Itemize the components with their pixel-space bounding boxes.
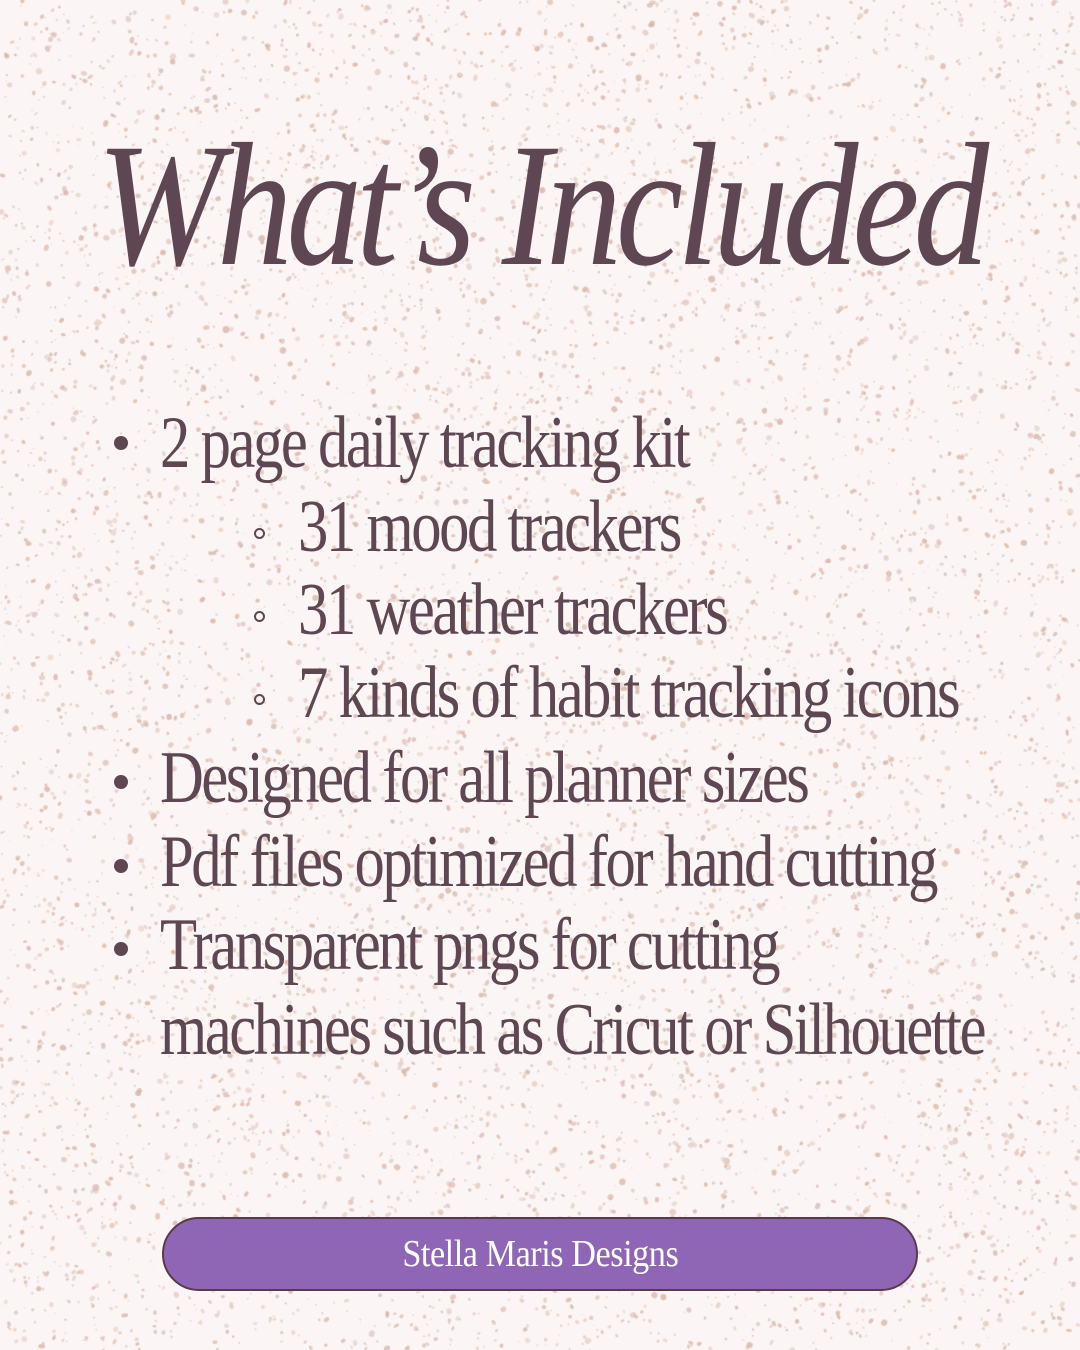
list-item: 2 page daily tracking kit bbox=[160, 402, 689, 484]
sub-list-item: 31 weather trackers bbox=[298, 569, 727, 651]
list-item-continuation: machines such as Cricut or Silhouette bbox=[160, 989, 985, 1071]
circle-bullet-icon bbox=[254, 694, 265, 705]
bullet-icon bbox=[114, 775, 128, 789]
sub-list-item: 31 mood trackers bbox=[298, 486, 680, 568]
list-item: Designed for all planner sizes bbox=[160, 737, 808, 819]
brand-badge bbox=[162, 1217, 918, 1291]
brand-name: Stella Maris Designs bbox=[402, 1233, 678, 1275]
list-item: Transparent pngs for cutting bbox=[160, 904, 779, 986]
bullet-icon bbox=[114, 859, 128, 873]
list-item: Pdf files optimized for hand cutting bbox=[160, 821, 936, 903]
bullet-icon bbox=[114, 942, 128, 956]
sub-list-item: 7 kinds of habit tracking icons bbox=[298, 652, 959, 734]
page-title: What’s Included bbox=[96, 108, 984, 303]
bullet-icon bbox=[114, 436, 128, 450]
circle-bullet-icon bbox=[254, 528, 265, 539]
circle-bullet-icon bbox=[254, 611, 265, 622]
